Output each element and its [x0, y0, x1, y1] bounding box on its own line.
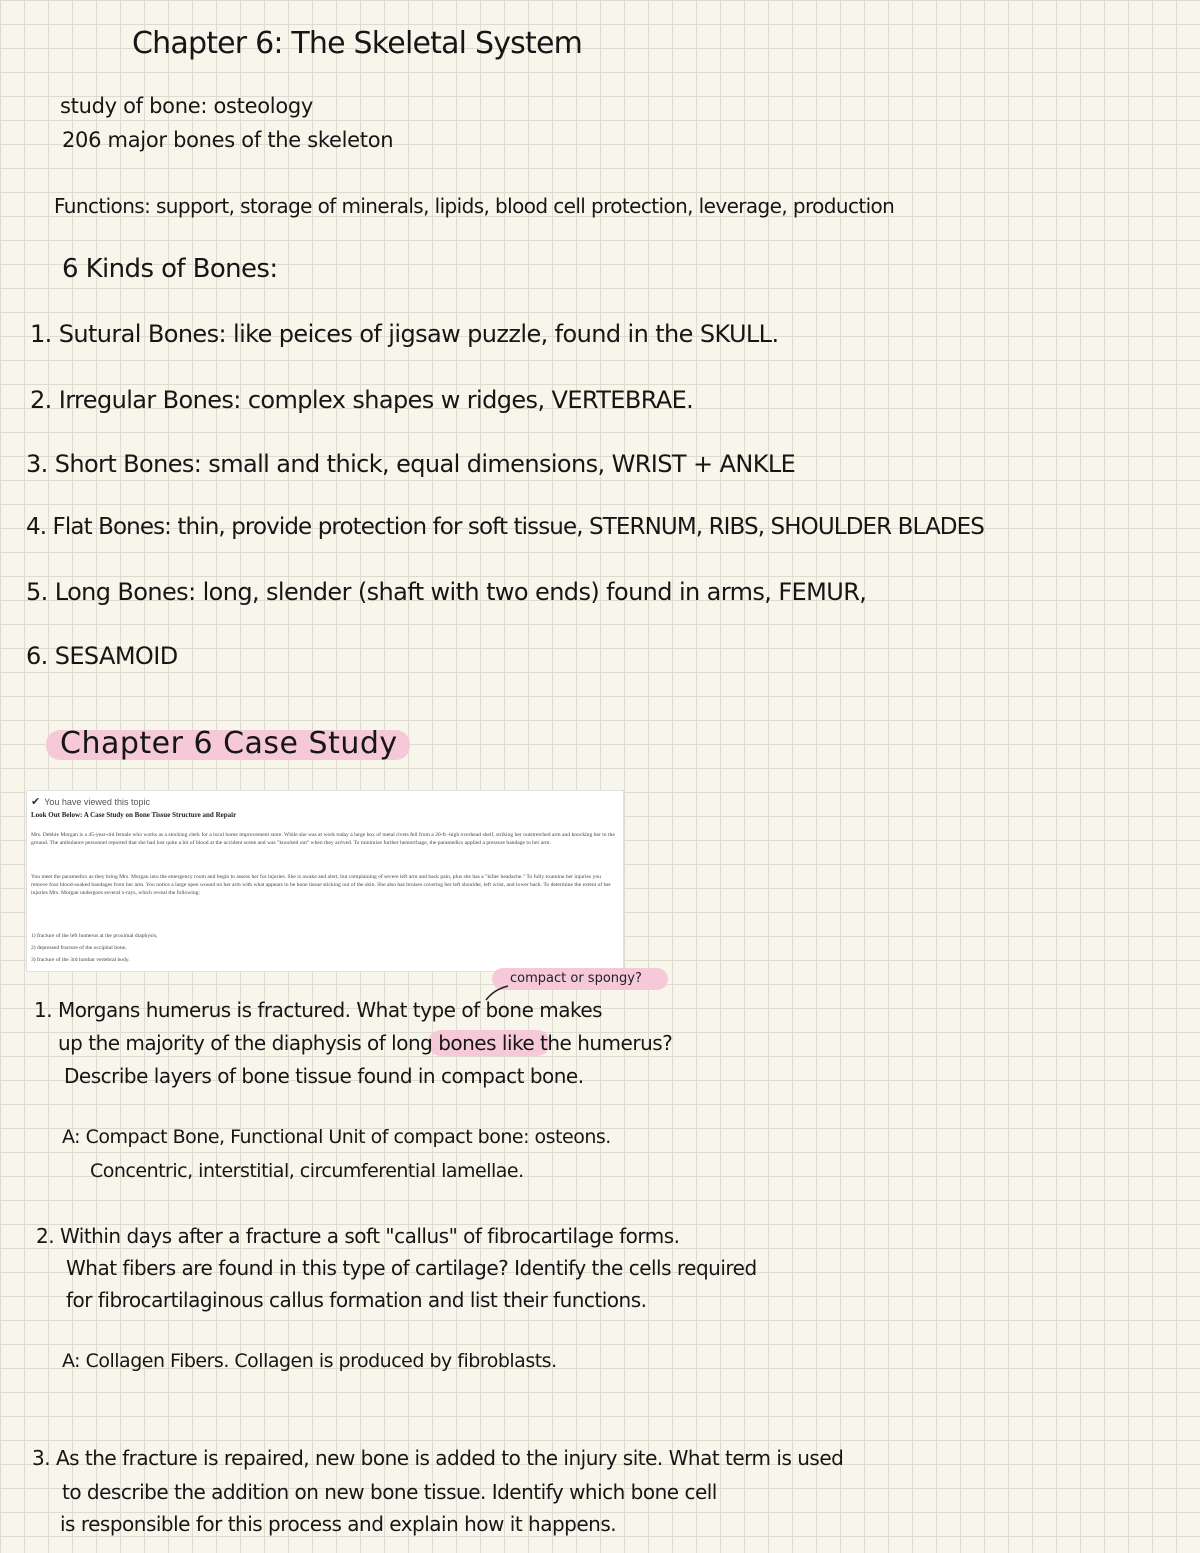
question-1-line-1: 1. Morgans humerus is fractured. What type of bone makes	[34, 998, 603, 1022]
functions-line: Functions: support, storage of minerals, lipids, blood cell protection, leverage, production	[54, 194, 895, 218]
viewed-topic-label	[31, 795, 150, 808]
bone-kind-flat: 4. Flat Bones: thin, provide protection for soft tissue, STERNUM, RIBS, SHOULDER BLADES	[26, 514, 984, 540]
question-3-line-3: is responsible for this process and explain how it happens.	[60, 1512, 617, 1536]
margin-note: compact or spongy?	[510, 971, 642, 986]
intro-line-osteology: study of bone: osteology	[60, 94, 314, 118]
bone-kind-short: 3. Short Bones: small and thick, equal dimensions, WRIST + ANKLE	[26, 450, 796, 478]
case-study-article-title: Look Out Below: A Case Study on Bone Tissue Structure and Repair	[31, 811, 237, 819]
answer-2-line-1: A: Collagen Fibers. Collagen is produced by fibroblasts.	[62, 1350, 557, 1372]
kinds-heading: 6 Kinds of Bones:	[62, 254, 278, 284]
finding-item: 3) fracture of the 3rd lumbar vertebral body.	[31, 957, 130, 963]
finding-item: 2) depressed fracture of the occipital bone,	[31, 945, 127, 951]
question-2-line-1: 2. Within days after a fracture a soft "callus" of fibrocartilage forms.	[36, 1224, 680, 1248]
answer-1-line-2: Concentric, interstitial, circumferential lamellae.	[90, 1160, 524, 1182]
question-2-line-3: for fibrocartilaginous callus formation and list their functions.	[66, 1288, 647, 1312]
case-study-title: Chapter 6 Case Study	[60, 726, 398, 761]
case-study-screenshot	[26, 790, 624, 972]
question-1-line-3: Describe layers of bone tissue found in compact bone.	[64, 1064, 584, 1088]
question-2-line-2: What fibers are found in this type of cartilage? Identify the cells required	[66, 1256, 757, 1280]
bone-kind-sesamoid: 6. SESAMOID	[26, 642, 178, 670]
bone-kind-long: 5. Long Bones: long, slender (shaft with two ends) found in arms, FEMUR,	[26, 578, 867, 606]
chapter-title: Chapter 6: The Skeletal System	[132, 26, 583, 61]
finding-item: 1) fracture of the left humerus at the proximal diaphysis,	[31, 933, 158, 939]
checkmark-icon: ✔	[31, 796, 41, 808]
viewed-topic-text: You have viewed this topic	[44, 797, 150, 807]
bone-kind-sutural: 1. Sutural Bones: like peices of jigsaw puzzle, found in the SKULL.	[30, 320, 779, 348]
case-study-paragraph-2: You meet the paramedics as they bring Mrs. Morgan into the emergency room and begin to assess her for injuries. She is awake and alert, but complaining of severe left arm and back pain, plus she has a "killer headache." To fully examine her injuries you remove four blood-soaked bandages from her arm. You notice a large open wound on her arm with what appears to be bone tissue sticking out of the skin. She also has bruises covering her left shoulder, left wrist, and lower back. To determine the extent of her injuries Mrs. Morgan undergoes several x-rays, which reveal the following:	[31, 874, 611, 896]
question-3-line-1: 3. As the fracture is repaired, new bone is added to the injury site. What term is used	[32, 1446, 844, 1470]
case-study-paragraph-1: Mrs. Debbie Morgan is a 45-year-old female who works as a stocking clerk for a local home improvement store. While she was at work today a large box of metal rivets fell from a 20-ft.-high overhead shelf, striking her outstretched arm and knocking her to the ground. The ambulance personnel reported that she had lost quite a bit of blood at the accident scene and was "knocked out" when they arrived. To minimize further hemorrhage, the paramedics applied a pressure bandage to her arm.	[31, 832, 615, 846]
bone-kind-irregular: 2. Irregular Bones: complex shapes w ridges, VERTEBRAE.	[30, 386, 694, 414]
question-3-line-2: to describe the addition on new bone tissue. Identify which bone cell	[62, 1480, 717, 1504]
intro-line-206-bones: 206 major bones of the skeleton	[62, 128, 394, 152]
question-1-line-2: up the majority of the diaphysis of long bones like the humerus?	[58, 1031, 673, 1055]
answer-1-line-1: A: Compact Bone, Functional Unit of compact bone: osteons.	[62, 1126, 611, 1148]
